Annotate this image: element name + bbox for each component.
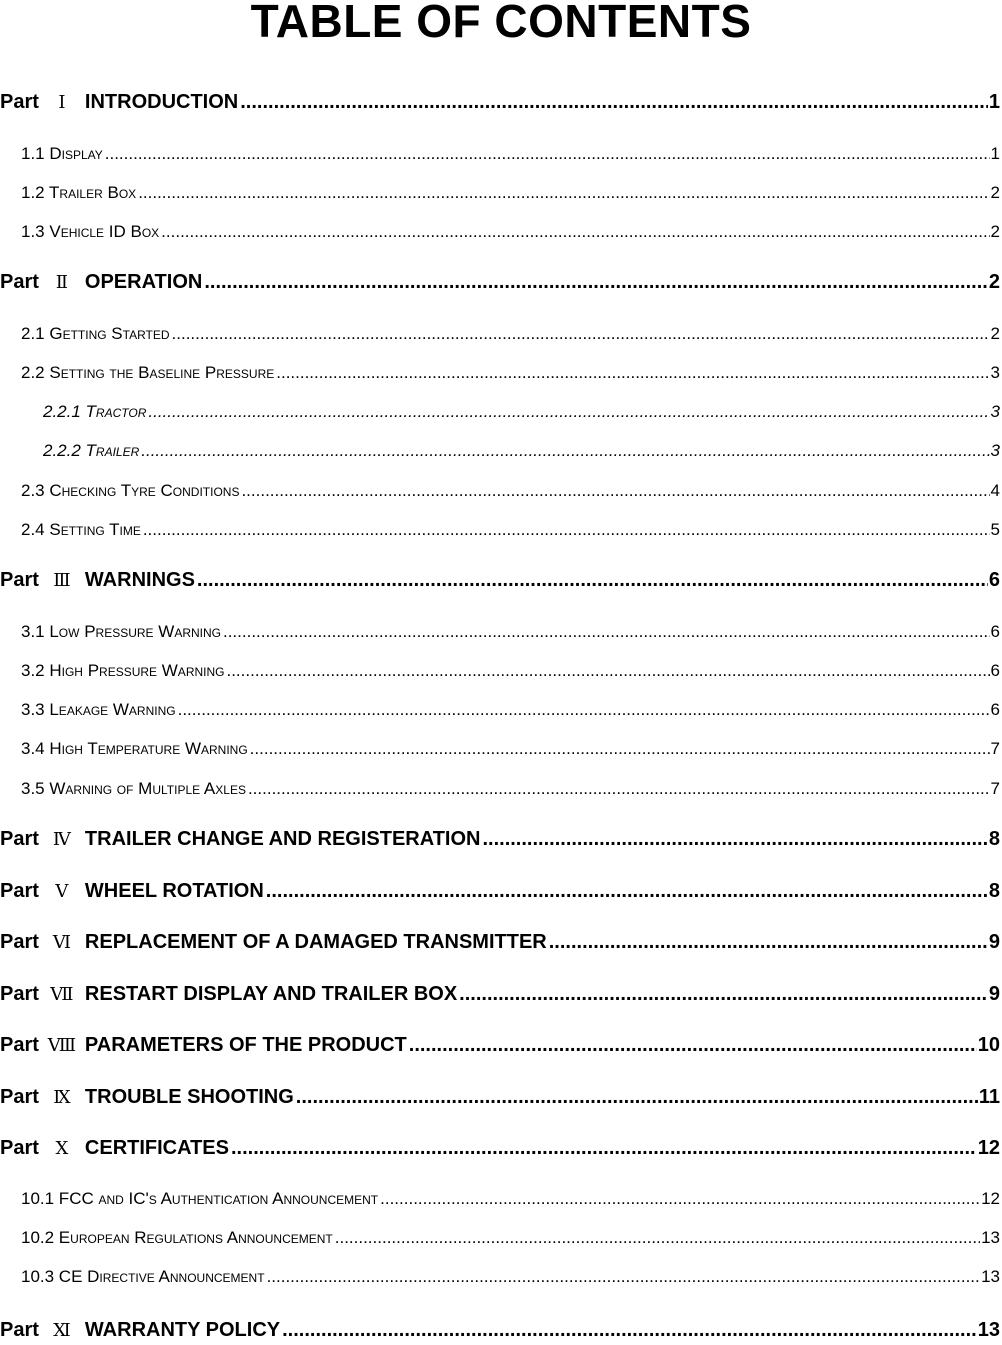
part-prefix: Part xyxy=(0,271,39,293)
toc-entry[interactable] xyxy=(21,1185,1000,1213)
toc-entry[interactable] xyxy=(21,140,1000,168)
dot-leader xyxy=(231,1134,977,1162)
toc-entry[interactable] xyxy=(0,1134,1000,1162)
toc-entry[interactable] xyxy=(21,696,1000,724)
page-number: 7 xyxy=(990,739,1000,758)
toc-entry-label: 3.3 Leakage Warning xyxy=(21,700,176,719)
page-number: 2 xyxy=(990,183,1000,202)
toc-entry-label: REPLACEMENT OF A DAMAGED TRANSMITTER xyxy=(84,931,547,953)
toc-entry-label: CERTIFICATES xyxy=(84,1137,229,1159)
part-prefix: Part xyxy=(0,1137,39,1159)
dot-leader xyxy=(161,218,989,246)
toc-entry[interactable] xyxy=(43,437,1000,465)
toc-entry-label: 3.5 Warning of Multiple Axles xyxy=(21,779,246,798)
toc-entry[interactable] xyxy=(21,1224,1000,1252)
toc-entry-label: TROUBLE SHOOTING xyxy=(84,1086,294,1108)
dot-leader xyxy=(335,1224,980,1252)
page-title: TABLE OF CONTENTS xyxy=(250,0,752,47)
part-numeral: Ⅲ xyxy=(53,570,71,591)
part-prefix: Part xyxy=(0,1034,39,1056)
part-numeral: Ⅺ xyxy=(53,1320,71,1341)
part-numeral: Ⅴ xyxy=(55,881,69,902)
dot-leader xyxy=(197,566,988,594)
dot-leader xyxy=(240,88,988,116)
part-numeral: Ⅸ xyxy=(53,1087,71,1108)
part-numeral: Ⅰ xyxy=(58,92,66,113)
page-number: 5 xyxy=(990,520,1000,539)
page-number: 1 xyxy=(988,91,1000,113)
dot-leader xyxy=(250,735,990,763)
part-prefix: Part xyxy=(0,1086,39,1108)
dot-leader xyxy=(223,618,990,646)
dot-leader xyxy=(549,928,988,956)
page-number: 8 xyxy=(988,828,1000,850)
toc-entry-label: 1.2 Trailer Box xyxy=(21,183,137,202)
part-prefix: Part xyxy=(0,1319,39,1341)
page-number: 3 xyxy=(990,402,1000,421)
dot-leader xyxy=(459,980,988,1008)
page-number: 6 xyxy=(990,661,1000,680)
dot-leader xyxy=(141,437,989,465)
page-number: 6 xyxy=(990,622,1000,641)
part-numeral: Ⅵ xyxy=(52,932,71,953)
toc-entry[interactable] xyxy=(21,618,1000,646)
part-numeral: Ⅷ xyxy=(47,1035,77,1056)
dot-leader xyxy=(409,1031,977,1059)
dot-leader xyxy=(172,320,990,348)
toc-entry-label: 3.2 High Pressure Warning xyxy=(21,661,225,680)
page-number: 8 xyxy=(988,880,1000,902)
page-number: 3 xyxy=(990,441,1000,460)
toc-entry[interactable] xyxy=(21,477,1000,505)
toc-entry-label: 2.2.1 Tractor xyxy=(43,402,147,421)
toc-entry[interactable] xyxy=(21,359,1000,387)
part-prefix: Part xyxy=(0,91,39,113)
toc-entry[interactable] xyxy=(0,88,1000,116)
page-number: 6 xyxy=(988,569,1000,591)
toc-entry-label: 10.2 European Regulations Announcement xyxy=(21,1228,333,1247)
part-numeral: Ⅹ xyxy=(55,1138,69,1159)
page-number: 2 xyxy=(990,222,1000,241)
toc-entry-label: INTRODUCTION xyxy=(84,91,239,113)
page-number: 3 xyxy=(990,363,1000,382)
toc-entry-label: WHEEL ROTATION xyxy=(84,880,264,902)
toc-entry[interactable] xyxy=(21,320,1000,348)
page-number: 12 xyxy=(977,1137,1000,1159)
part-prefix: Part xyxy=(0,983,39,1005)
toc-entry[interactable] xyxy=(0,928,1000,956)
toc-entry[interactable] xyxy=(21,735,1000,763)
dot-leader xyxy=(241,477,989,505)
toc-entry-label: 2.3 Checking Tyre Conditions xyxy=(21,481,240,500)
toc-entry-label: 1.1 Display xyxy=(21,144,103,163)
dot-leader xyxy=(178,696,990,724)
toc-entry[interactable] xyxy=(0,268,1000,296)
toc-entry[interactable] xyxy=(0,1316,1000,1344)
toc-entry[interactable] xyxy=(0,1083,1000,1111)
dot-leader xyxy=(482,825,987,853)
toc-entry[interactable] xyxy=(0,1031,1000,1059)
page-number: 7 xyxy=(990,779,1000,798)
toc-entry-label: 10.3 CE Directive Announcement xyxy=(21,1267,265,1286)
page-number: 6 xyxy=(990,700,1000,719)
toc-entry-label: RESTART DISPLAY AND TRAILER BOX xyxy=(84,983,458,1005)
page-number: 4 xyxy=(990,481,1000,500)
toc-entry-label: 2.2 Setting the Baseline Pressure xyxy=(21,363,275,382)
toc-entry[interactable] xyxy=(21,1263,1000,1291)
dot-leader xyxy=(276,359,989,387)
toc-entry-label: 10.1 FCC and IC's Authentication Announcement xyxy=(21,1189,379,1208)
part-prefix: Part xyxy=(0,569,39,591)
toc-entry-label: 2.4 Setting Time xyxy=(21,520,141,539)
dot-leader xyxy=(138,179,989,207)
page-number: 1 xyxy=(990,144,1000,163)
toc-entry[interactable] xyxy=(21,657,1000,685)
toc-entry-label: 2.1 Getting Started xyxy=(21,324,170,343)
dot-leader xyxy=(148,398,989,426)
dot-leader xyxy=(226,657,989,685)
toc-entry-label: WARNINGS xyxy=(84,569,195,591)
page-number: 2 xyxy=(990,324,1000,343)
toc-entry-label: 1.3 Vehicle ID Box xyxy=(21,222,160,241)
dot-leader xyxy=(282,1316,977,1344)
toc-entry-label: 3.1 Low Pressure Warning xyxy=(21,622,221,641)
page-number: 13 xyxy=(977,1319,1000,1341)
toc-entry[interactable] xyxy=(0,566,1000,594)
dot-leader xyxy=(105,140,990,168)
page-number: 9 xyxy=(988,931,1000,953)
page-number: 2 xyxy=(988,271,1000,293)
dot-leader xyxy=(204,268,988,296)
part-prefix: Part xyxy=(0,931,39,953)
page-number: 13 xyxy=(981,1228,1000,1247)
part-numeral: Ⅶ xyxy=(50,984,74,1005)
toc-entry-label: 3.4 High Temperature Warning xyxy=(21,739,248,758)
toc-entry[interactable] xyxy=(0,980,1000,1008)
dot-leader xyxy=(380,1185,980,1213)
page-number: 9 xyxy=(988,983,1000,1005)
dot-leader xyxy=(143,516,990,544)
toc-entry[interactable] xyxy=(21,516,1000,544)
page-number: 11 xyxy=(978,1086,1000,1108)
part-numeral: Ⅱ xyxy=(55,272,69,293)
part-prefix: Part xyxy=(0,828,39,850)
toc-entry[interactable] xyxy=(0,825,1000,853)
toc-entry-label: TRAILER CHANGE AND REGISTERATION xyxy=(84,828,481,850)
dot-leader xyxy=(267,1263,981,1291)
dot-leader xyxy=(248,775,990,803)
toc-entry[interactable] xyxy=(21,775,1000,803)
part-prefix: Part xyxy=(0,880,39,902)
toc-entry-label: PARAMETERS OF THE PRODUCT xyxy=(84,1034,407,1056)
page-number: 10 xyxy=(977,1034,1000,1056)
toc-entry[interactable] xyxy=(43,398,1000,426)
toc-entry[interactable] xyxy=(21,218,1000,246)
toc-entry[interactable] xyxy=(0,877,1000,905)
dot-leader xyxy=(266,877,988,905)
toc-entry-label: 2.2.2 Trailer xyxy=(43,441,140,460)
toc-entry-label: WARRANTY POLICY xyxy=(84,1319,281,1341)
page-number: 12 xyxy=(981,1189,1000,1208)
toc-entry-label: OPERATION xyxy=(84,271,203,293)
toc-entry[interactable] xyxy=(21,179,1000,207)
part-numeral: Ⅳ xyxy=(52,829,71,850)
dot-leader xyxy=(296,1083,978,1111)
page-number: 13 xyxy=(981,1267,1000,1286)
